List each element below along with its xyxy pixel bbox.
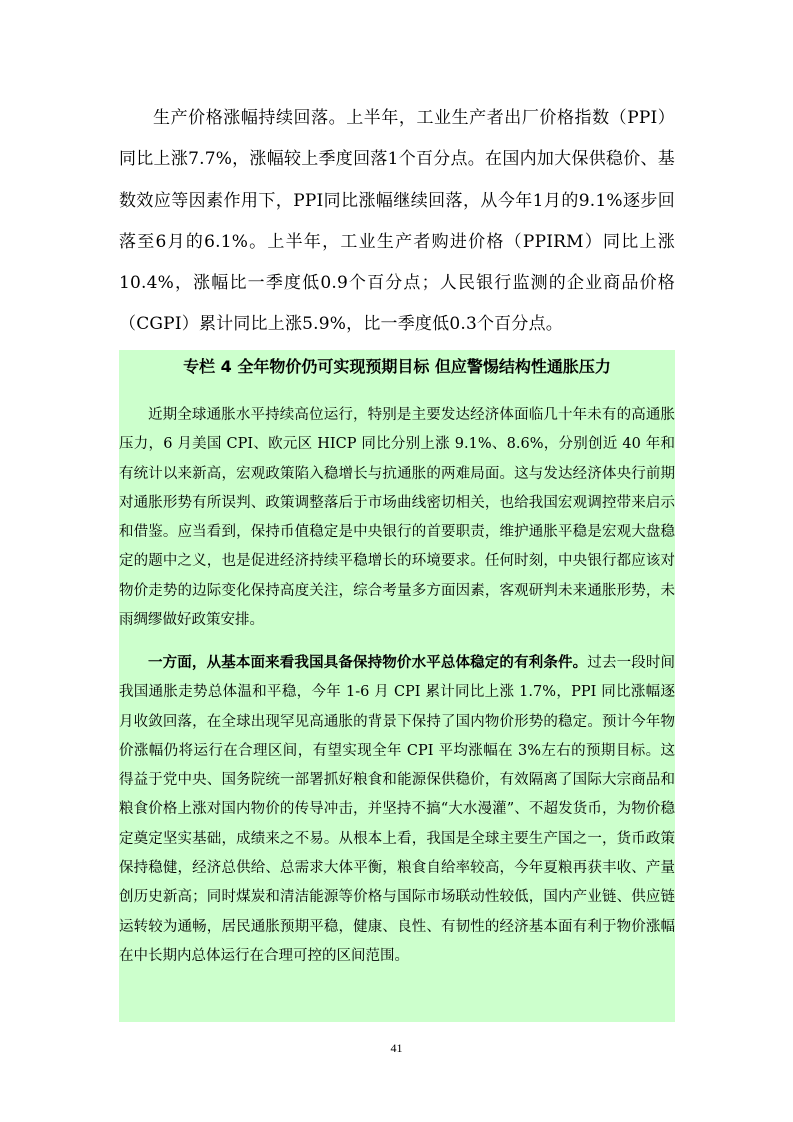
column-box-paragraph-1: 近期全球通胀水平持续高位运行，特别是主要发达经济体面临几十年未有的高通胀压力，6 月美国 CPI、欧元区 HICP 同比分别上涨 9.1%、8.6%，分别创近 40 年和有统计以来新高，宏观政策陷入稳增长与抗通胀的两难局面。这与发达经济体央行前期对通胀形势有所误判、政策调整落后于市场曲线密切相关，也给我国宏观调控带来启示和借鉴。应当看到，保持币值稳定是中央银行的首要职责，维护通胀平稳是宏观大盘稳定的题中之义，也是促进经济持续平稳增长的环境要求。任何时刻，中央银行都应该对物价走势的边际变化保持高度关注，综合考量多方面因素，客观研判未来通胀形势，未雨绸缪做好政策安排。	[119, 407, 675, 629]
column-box-title: 专栏 4 全年物价仍可实现预期目标 但应警惕结构性通胀压力	[183, 357, 611, 376]
page-number: 41	[390, 1041, 403, 1055]
column-box-paragraph-2-body: 过去一段时间我国通胀走势总体温和平稳，今年 1-6 月 CPI 累计同比上涨 1.7%，PPI 同比涨幅逐月收敛回落，在全球出现罕见高通胀的背景下保持了国内物价形势的稳定。预计今年物价涨幅仍将运行在合理区间，有望实现全年 CPI 平均涨幅在 3%左右的预期目标。这得益于党中央、国务院统一部署抓好粮食和能源保供稳价，有效隔离了国际大宗商品和粮食价格上涨对国内物价的传导冲击，并坚持不搞“大水漫灌”、不超发货币，为物价稳定奠定坚实基础，成绩来之不易。从根本上看，我国是全球主要生产国之一，货币政策保持稳健，经济总供给、总需求大体平衡，粮食自给率较高，今年夏粮再获丰收、产量创历史新高；同时煤炭和清洁能源等价格与国际市场联动性较低，国内产业链、供应链运转较为通畅，居民通胀预期平稳，健康、良性、有韧性的经济基本面有利于物价涨幅在中长期内总体运行在合理可控的区间范围。	[119, 655, 676, 964]
column-box-paragraph-2-lead: 一方面，从基本面来看我国具备保持物价水平总体稳定的有利条件。	[148, 654, 588, 671]
column-box-4	[119, 350, 675, 1022]
column-box-paragraph-2	[119, 648, 675, 971]
body-paragraph-producer-prices: 生产价格涨幅持续回落。上半年，工业生产者出厂价格指数（PPI）同比上涨7.7%，涨幅较上季度回落1个百分点。在国内加大保供稳价、基数效应等因素作用下，PPI同比涨幅继续回落，从今年1月的9.1%逐步回落至6月的6.1%。上半年，工业生产者购进价格（PPIRM）同比上涨10.4%，涨幅比一季度低0.9个百分点；人民银行监测的企业商品价格（CGPI）累计同比上涨5.9%，比一季度低0.3个百分点。	[119, 108, 675, 335]
